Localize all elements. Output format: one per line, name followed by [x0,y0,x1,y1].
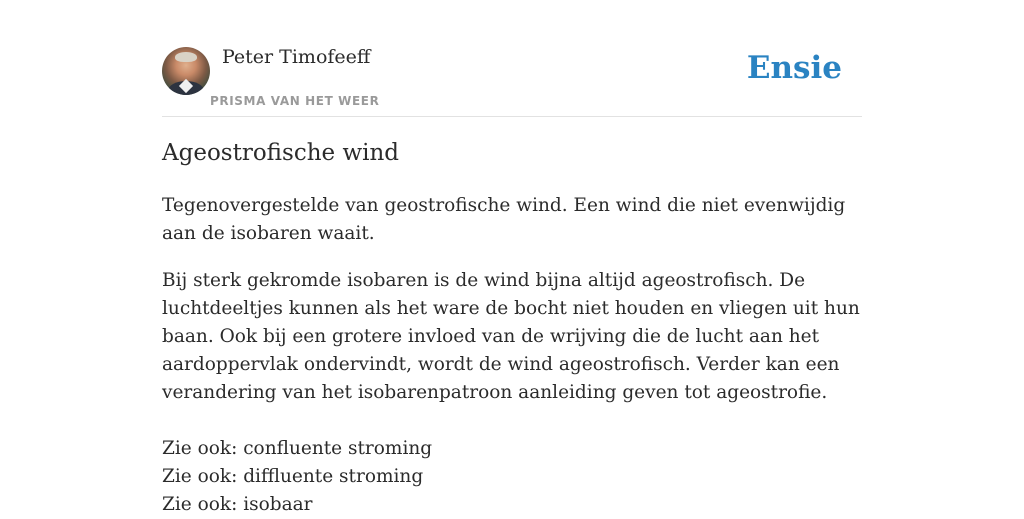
see-also-link[interactable]: Zie ook: confluente stroming [162,438,433,459]
see-also-link[interactable]: Zie ook: diffluente stroming [162,466,424,487]
entry-card [162,0,862,515]
paragraph: Tegenovergestelde van geostrofische wind. Een wind die niet evenwijdig aan de isobaren waait. [162,195,846,244]
spacer [162,407,862,435]
paragraph: Bij sterk gekromde isobaren is de wind bijna altijd ageostrofisch. De luchtdeeltjes kunnen als het ware de bocht niet houden en vliegen uit hun baan. Ook bij een grotere invloed van de wrijving die de lucht aan het aardoppervlak ondervindt, wordt de wind ageostrofisch. Verder kan een verandering van het isobarenpatroon aanleiding geven tot ageostrofie. [162,270,860,403]
author-name[interactable]: Peter Timofeeff [222,46,371,68]
avatar-hair [175,52,197,62]
source-name[interactable]: PRISMA VAN HET WEER [210,94,380,108]
entry-body [162,192,862,519]
author-avatar[interactable] [162,47,210,95]
entry-title: Ageostrofische wind [162,140,400,166]
see-also-link[interactable]: Zie ook: isobaar [162,494,313,515]
brand-logo[interactable]: Ensie [746,50,842,86]
entry-header [162,0,862,117]
